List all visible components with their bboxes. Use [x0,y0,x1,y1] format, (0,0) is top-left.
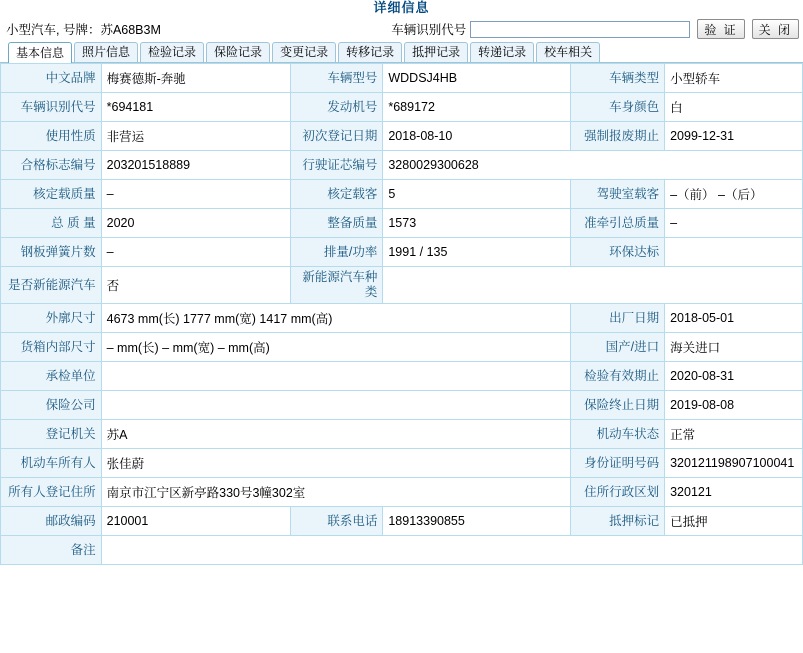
certificate-label: 合格标志编号 [1,151,102,180]
scrap-deadline-value: 2099-12-31 [665,122,803,151]
engine-number-label: 发动机号 [290,93,383,122]
address-label: 所有人登记住所 [1,478,102,507]
vehicle-status-value: 正常 [665,420,803,449]
cargo-dimensions-label: 货箱内部尺寸 [1,333,102,362]
leaf-spring-label: 钢板弹簧片数 [1,238,102,267]
toolbar [0,17,803,41]
mortgage-mark-value: 已抵押 [665,507,803,536]
dimensions-value: 4673 mm(长) 1777 mm(宽) 1417 mm(高) [101,304,570,333]
license-chip-value: 3280029300628 [383,151,803,180]
table-row [1,362,803,391]
table-row [1,180,803,209]
vehicle-status-label: 机动车状态 [570,420,665,449]
table-row [1,304,803,333]
tab-inspection-records[interactable]: 检验记录 [140,42,204,62]
new-energy-type-label: 新能源汽车种类 [290,267,383,304]
emission-standard-label: 环保达标 [570,238,665,267]
new-energy-value: 否 [101,267,290,304]
first-registration-value: 2018-08-10 [383,122,570,151]
approved-passengers-label: 核定载客 [290,180,383,209]
table-row [1,536,803,565]
phone-label: 联系电话 [290,507,383,536]
window-title: 详细信息 [373,0,430,15]
table-row [1,238,803,267]
curb-mass-label: 整备质量 [290,209,383,238]
insurance-end-label: 保险终止日期 [570,391,665,420]
tab-transfer-records[interactable]: 转移记录 [338,42,402,62]
engine-number-value: *689172 [383,93,570,122]
table-row [1,478,803,507]
tab-bar [0,41,803,63]
brand-value: 梅赛德斯-奔驰 [101,64,290,93]
table-row [1,122,803,151]
insurance-company-value [101,391,570,420]
cargo-dimensions-value: – mm(长) – mm(宽) – mm(高) [101,333,570,362]
scrap-deadline-label: 强制报废期止 [570,122,665,151]
curb-mass-value: 1573 [383,209,570,238]
tab-insurance-records[interactable]: 保险记录 [206,42,270,62]
first-registration-label: 初次登记日期 [290,122,383,151]
tab-basic-info[interactable]: 基本信息 [8,42,72,63]
insurance-end-value: 2019-08-08 [665,391,803,420]
district-code-value: 320121 [665,478,803,507]
tab-change-records[interactable]: 变更记录 [272,42,336,62]
registration-authority-value: 苏A [101,420,570,449]
postcode-value: 210001 [101,507,290,536]
district-code-label: 住所行政区划 [570,478,665,507]
id-number-value: 320121198907100041 [665,449,803,478]
verify-button[interactable]: 验 证 [697,19,744,39]
new-energy-type-value [383,267,803,304]
table-row [1,267,803,304]
inspection-unit-value [101,362,570,391]
table-row [1,151,803,180]
new-energy-label: 是否新能源汽车 [1,267,102,304]
vehicle-type-label: 车辆类型 [570,64,665,93]
inspection-valid-label: 检验有效期止 [570,362,665,391]
table-row [1,209,803,238]
production-date-value: 2018-05-01 [665,304,803,333]
table-row [1,64,803,93]
model-label: 车辆型号 [290,64,383,93]
gross-mass-value: 2020 [101,209,290,238]
body-color-value: 白 [665,93,803,122]
tab-school-bus[interactable]: 校车相关 [536,42,600,62]
tab-photo-info[interactable]: 照片信息 [74,42,138,62]
gross-mass-label: 总 质 量 [1,209,102,238]
table-row [1,93,803,122]
origin-value: 海关进口 [665,333,803,362]
approved-load-value: – [101,180,290,209]
dimensions-label: 外廓尺寸 [1,304,102,333]
table-row [1,333,803,362]
displacement-power-value: 1991 / 135 [383,238,570,267]
cab-passengers-label: 驾驶室载客 [570,180,665,209]
table-row [1,391,803,420]
displacement-power-label: 排量/功率 [290,238,383,267]
use-nature-value: 非营运 [101,122,290,151]
approved-passengers-value: 5 [383,180,570,209]
insurance-company-label: 保险公司 [1,391,102,420]
towing-mass-label: 准牵引总质量 [570,209,665,238]
vehicle-type-value: 小型轿车 [665,64,803,93]
emission-standard-value [665,238,803,267]
phone-value: 18913390855 [383,507,570,536]
vin-search-label: 车辆识别代号 [391,23,467,37]
vehicle-detail-table [0,63,803,565]
registration-authority-label: 登记机关 [1,420,102,449]
id-number-label: 身份证明号码 [570,449,665,478]
vin-search-input[interactable] [470,21,690,38]
inspection-unit-label: 承检单位 [1,362,102,391]
inspection-valid-value: 2020-08-31 [665,362,803,391]
tab-delivery-records[interactable]: 转递记录 [470,42,534,62]
production-date-label: 出厂日期 [570,304,665,333]
leaf-spring-value: – [101,238,290,267]
table-row [1,507,803,536]
origin-label: 国产/进口 [570,333,665,362]
owner-label: 机动车所有人 [1,449,102,478]
table-row [1,420,803,449]
remark-label: 备注 [1,536,102,565]
model-value: WDDSJ4HB [383,64,570,93]
address-value: 南京市江宁区新亭路330号3幢302室 [101,478,570,507]
approved-load-label: 核定载质量 [1,180,102,209]
vin-value: *694181 [101,93,290,122]
mortgage-mark-label: 抵押标记 [570,507,665,536]
body-color-label: 车身颜色 [570,93,665,122]
close-button[interactable]: 关 闭 [752,19,799,39]
postcode-label: 邮政编码 [1,507,102,536]
certificate-value: 203201518889 [101,151,290,180]
vin-label: 车辆识别代号 [1,93,102,122]
towing-mass-value: – [665,209,803,238]
license-chip-label: 行驶证芯编号 [290,151,383,180]
remark-value [101,536,802,565]
table-row [1,449,803,478]
brand-label: 中文品牌 [1,64,102,93]
cab-passengers-value: –（前） –（后） [665,180,803,209]
use-nature-label: 使用性质 [1,122,102,151]
plate-label: 小型汽车, 号牌：苏A68B3M [6,23,161,37]
owner-value: 张佳蔚 [101,449,570,478]
tab-mortgage-records[interactable]: 抵押记录 [404,42,468,62]
